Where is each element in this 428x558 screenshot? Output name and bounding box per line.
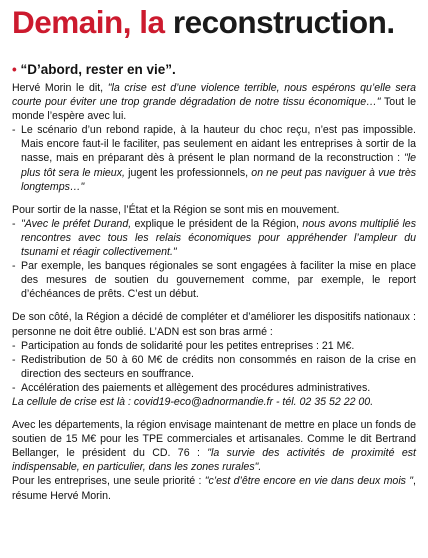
paragraph-state-region: Pour sortir de la nasse, l’État et la Région se sont mis en mouvement. (12, 203, 340, 216)
section-heading-text: “D’abord, rester en vie”. (20, 62, 176, 77)
title-black-part: reconstruction. (172, 4, 395, 40)
spacer (12, 409, 416, 418)
intro-tail: Tout le monde l’espère avec lui. (12, 96, 416, 123)
dash-icon: - (12, 217, 16, 230)
crisis-contact-line (12, 395, 416, 409)
intro-lead: Hervé Morin le dit, (12, 82, 108, 94)
paragraph-priority (12, 474, 416, 502)
list-item-prefet (12, 217, 416, 259)
dash-icon: - (12, 381, 16, 394)
list-item-banks (12, 259, 416, 301)
dash-icon: - (12, 353, 16, 366)
departments-lead: Avec les départements, la région envisage maintenant de mettre en place un fonds de soutien de 15 M€ pour les TPE commerciales et artisanales. Comme le dit Bertrand Bellanger, le président du CD. 76 : (12, 419, 416, 460)
title-red-part: Demain, la (12, 4, 165, 40)
list-item-solidarity-fund (12, 339, 416, 353)
prefet-mid: explique le président de la Région, (131, 217, 303, 230)
list-item-redistribution (12, 353, 416, 381)
departments-quote: "la survie des activités de proximité est indispensable, en particulier, dans les zones rurales". (12, 447, 416, 474)
dash-icon: - (12, 339, 16, 352)
prefet-quote2: nous avons multiplié les rencontres avec tous les relais économiques pour appréhender l’ampleur du tsunami et réagir collectivement." (21, 217, 416, 259)
priority-lead: Pour les entreprises, une seule priorité : (12, 475, 205, 488)
section-heading (12, 62, 416, 78)
rebound-quote2: on ne peut pas naviguer à vue très longtemps…" (21, 166, 417, 193)
rebound-text: Le scénario d’un rebond rapide, à la hauteur du choc reçu, n’est pas impossible. Mais encore faut-il le faciliter, pas seulement en aidant les entreprises à sortir de la nasse, mais en préparant dès à présent le plan normand de la reconstruction : (21, 124, 416, 165)
intro-quote: "la crise est d’une violence terrible, nous espérons qu’elle sera courte pour éviter une trop grande dégradation de notre tissu économique…" (12, 82, 416, 109)
solidarity-fund-text: Participation au fonds de solidarité pour les petites entreprises : 21 M€. (21, 339, 355, 352)
redistribution-text: Redistribution de 50 à 60 M€ de crédits non consommés en raison de la crise en direction des secteurs en souffrance. (21, 353, 416, 380)
list-item-acceleration (12, 381, 416, 395)
paragraph-region-measures: De son côté, la Région a décidé de compléter et d’améliorer les dispositifs nationaux : personne ne doit être oublié. L’ADN est son bras armé : (12, 311, 416, 338)
spacer (12, 301, 416, 310)
priority-tail: , résume Hervé Morin. (12, 475, 416, 502)
paragraph-intro (12, 81, 416, 123)
list-item-rebound (12, 123, 416, 193)
acceleration-text: Accélération des paiements et allègement des procédures administratives. (21, 381, 371, 394)
dash-icon: - (12, 260, 16, 273)
article-title (12, 2, 395, 42)
rebound-quote: "le plus tôt sera le mieux, (21, 152, 416, 179)
crisis-contact-text: La cellule de crise est là : covid19-eco@adnormandie.fr - tél. 02 35 52 22 00. (12, 395, 374, 408)
rebound-mid: jugent les professionnels, (124, 166, 252, 179)
dash-icon: - (12, 124, 16, 137)
spacer (12, 194, 416, 203)
article-body (12, 62, 416, 503)
priority-quote: "c’est d’être encore en vie dans deux mois " (204, 475, 414, 488)
bullet-icon: • (12, 62, 17, 77)
banks-text: Par exemple, les banques régionales se sont engagées à faciliter la mise en place des mesures de soutien du gouvernement comme, par exemple, le report d’échéances de prêts. C’est un début. (21, 260, 416, 301)
prefet-quote1: "Avec le préfet Durand, (21, 217, 132, 230)
paragraph-departments (12, 418, 416, 474)
